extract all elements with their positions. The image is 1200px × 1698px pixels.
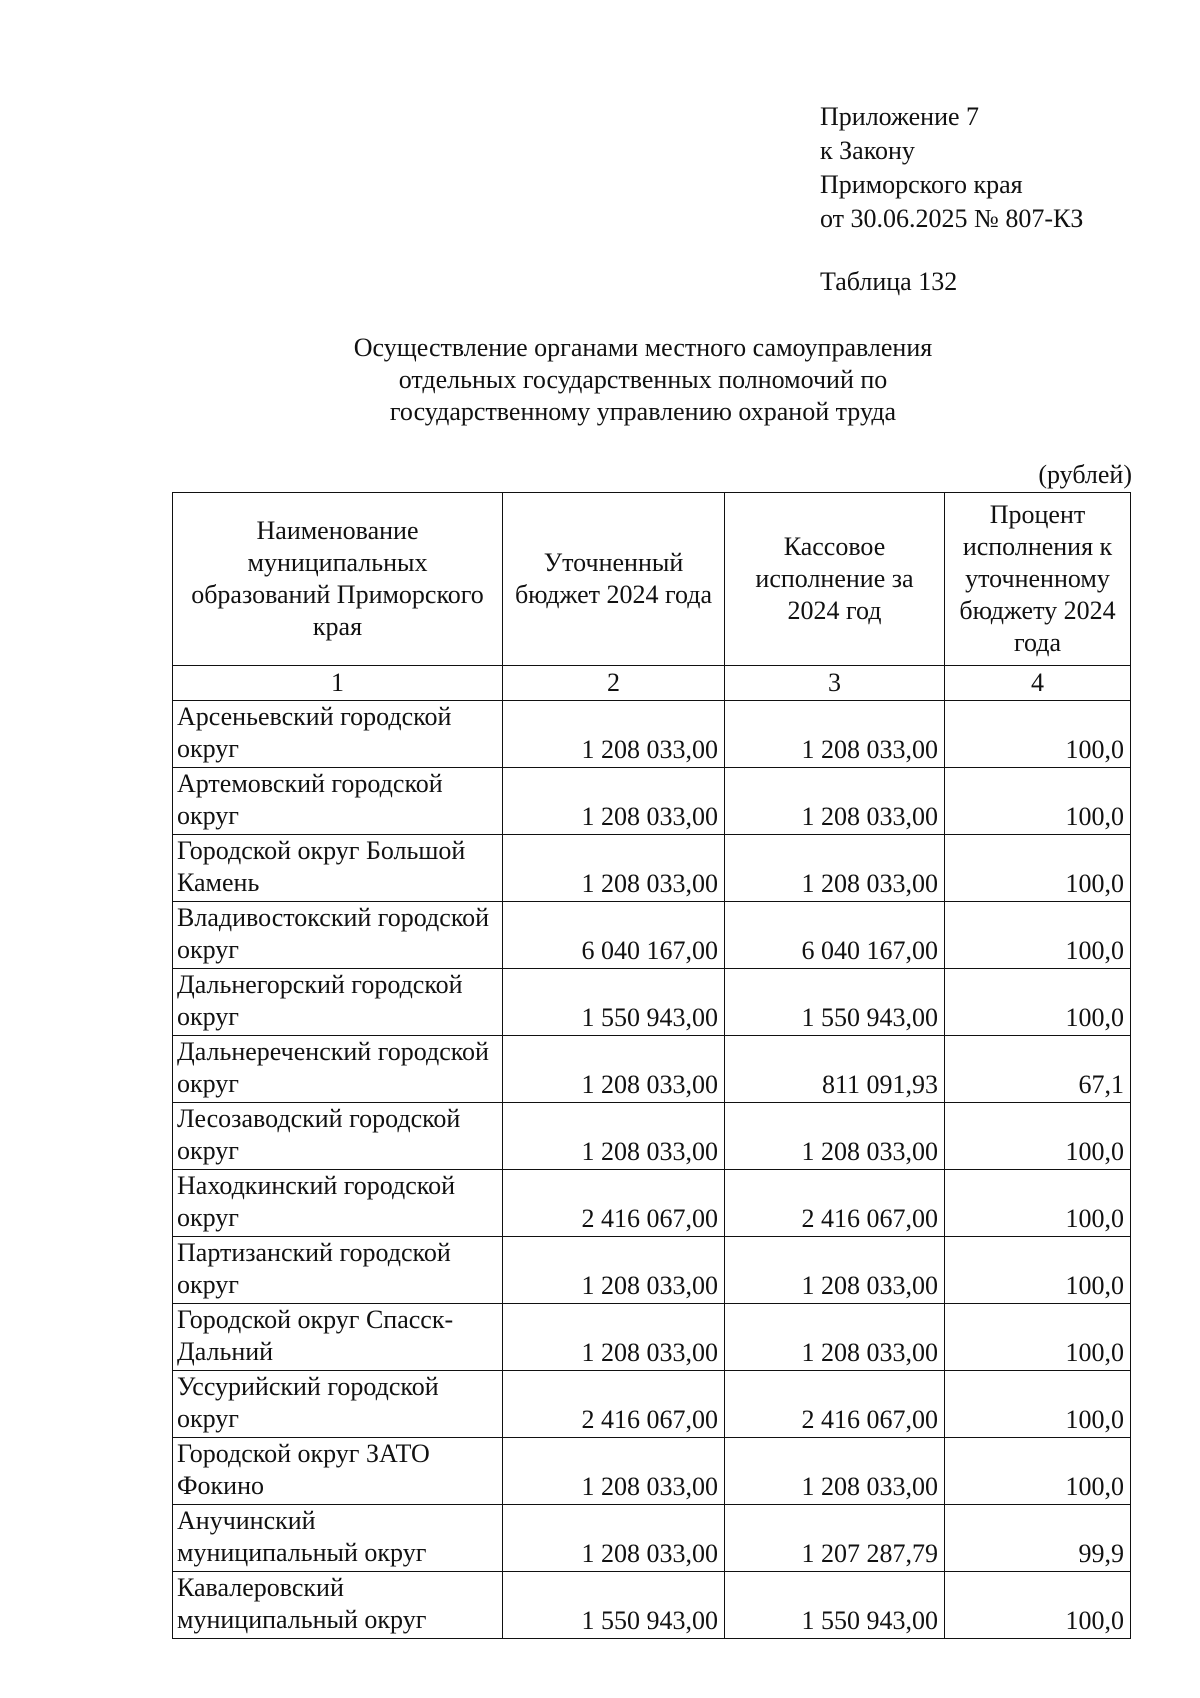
table-row: [173, 969, 1131, 1036]
cash-execution-value: 1 208 033,00: [801, 1472, 938, 1501]
municipality-name: Дальнегорский городской округ: [177, 970, 463, 1031]
planned-budget-value: 1 208 033,00: [581, 869, 718, 898]
table-cell: [945, 1036, 1131, 1103]
table-cell: [725, 1371, 945, 1438]
table-number: Таблица 132: [820, 267, 958, 296]
table-cell: [945, 1170, 1131, 1237]
table-row: [173, 902, 1131, 969]
table-cell: [725, 1304, 945, 1371]
table-cell: [503, 1103, 725, 1170]
table-cell: [725, 1036, 945, 1103]
table-cell: [945, 1304, 1131, 1371]
execution-percent-value: 100,0: [1065, 735, 1124, 764]
municipality-name: Артемовский городской округ: [177, 769, 443, 830]
table-cell: [173, 1505, 503, 1572]
cash-execution-value: 2 416 067,00: [801, 1405, 938, 1434]
table-cell: [503, 1572, 725, 1639]
table-row: [173, 835, 1131, 902]
execution-percent-value: 100,0: [1065, 1204, 1124, 1233]
planned-budget-value: 1 208 033,00: [581, 1472, 718, 1501]
table-row: [173, 1170, 1131, 1237]
table-cell: [503, 1036, 725, 1103]
table-cell: [503, 1371, 725, 1438]
execution-percent-value: 100,0: [1065, 1606, 1124, 1635]
header-municipality: Наименование муниципальных образований Приморского края: [191, 516, 484, 641]
table-cell: [173, 768, 503, 835]
table-row: [173, 1438, 1131, 1505]
execution-percent-value: 100,0: [1065, 869, 1124, 898]
table-cell: [945, 1371, 1131, 1438]
municipality-name: Уссурийский городской округ: [177, 1372, 439, 1433]
municipality-name: Дальнереченский городской округ: [177, 1037, 489, 1098]
table-cell: [725, 1438, 945, 1505]
table-cell: [503, 969, 725, 1036]
table-cell: [173, 1438, 503, 1505]
table-cell: [173, 1572, 503, 1639]
table-cell: [173, 1036, 503, 1103]
table-cell: [503, 701, 725, 768]
planned-budget-value: 1 208 033,00: [581, 802, 718, 831]
execution-percent-value: 67,1: [1078, 1070, 1124, 1099]
municipality-name: Арсеньевский городской округ: [177, 702, 452, 763]
header-cell: [173, 493, 503, 666]
cash-execution-value: 1 208 033,00: [801, 869, 938, 898]
table-cell: [945, 1237, 1131, 1304]
execution-percent-value: 100,0: [1065, 1003, 1124, 1032]
table-row: [173, 1505, 1131, 1572]
municipality-name: Городской округ Большой Камень: [177, 836, 466, 897]
municipality-name: Лесозаводский городской округ: [177, 1104, 461, 1165]
table-row: [173, 1371, 1131, 1438]
table-cell: [503, 1304, 725, 1371]
table-cell: [173, 902, 503, 969]
table-cell: [725, 969, 945, 1036]
table-cell: [725, 835, 945, 902]
table-cell: [945, 701, 1131, 768]
table-row: [173, 1237, 1131, 1304]
table-cell: [173, 1170, 503, 1237]
planned-budget-value: 6 040 167,00: [581, 936, 718, 965]
table-cell: [945, 969, 1131, 1036]
header-cell: [945, 493, 1131, 666]
table-cell: [945, 902, 1131, 969]
planned-budget-value: 1 550 943,00: [581, 1606, 718, 1635]
execution-percent-value: 100,0: [1065, 936, 1124, 965]
table-cell: [173, 701, 503, 768]
cash-execution-value: 1 208 033,00: [801, 1271, 938, 1300]
municipality-name: Кавалеровский муниципальный округ: [177, 1573, 427, 1634]
planned-budget-value: 1 550 943,00: [581, 1003, 718, 1032]
header-planned-budget: Уточненный бюджет 2024 года: [514, 548, 713, 609]
table-cell: [503, 1237, 725, 1304]
header-cell: [725, 493, 945, 666]
header-cell: [503, 493, 725, 666]
table-row: [173, 768, 1131, 835]
table-header-row: [173, 493, 1131, 666]
cash-execution-value: 1 208 033,00: [801, 735, 938, 764]
cash-execution-value: 6 040 167,00: [801, 936, 938, 965]
table-cell: [503, 1438, 725, 1505]
table-cell: [503, 768, 725, 835]
planned-budget-value: 2 416 067,00: [581, 1204, 718, 1233]
table-cell: [945, 768, 1131, 835]
table-cell: [725, 1237, 945, 1304]
appendix-line: к Закону: [820, 136, 915, 165]
appendix-line: Приложение 7: [820, 102, 980, 131]
table-cell: [173, 1103, 503, 1170]
table-cell: [503, 835, 725, 902]
execution-percent-value: 99,9: [1078, 1539, 1124, 1568]
document-title: [240, 332, 1046, 428]
table-cell: [725, 1103, 945, 1170]
table-cell: [725, 1505, 945, 1572]
table-cell: [503, 1505, 725, 1572]
table-cell: [945, 1103, 1131, 1170]
budget-table: [172, 492, 1131, 1639]
table-row: [173, 701, 1131, 768]
municipality-name: Партизанский городской округ: [177, 1238, 451, 1299]
header-execution-percent: Процент исполнения к уточненному бюджету 2024 года: [959, 500, 1116, 657]
planned-budget-value: 1 208 033,00: [581, 735, 718, 764]
table-cell: [725, 768, 945, 835]
table-cell: [725, 902, 945, 969]
execution-percent-value: 100,0: [1065, 1472, 1124, 1501]
cash-execution-value: 1 550 943,00: [801, 1003, 938, 1032]
execution-percent-value: 100,0: [1065, 802, 1124, 831]
table-cell: [945, 1505, 1131, 1572]
column-number-row: [173, 666, 1131, 701]
table-cell: [173, 1304, 503, 1371]
table-row: [173, 1304, 1131, 1371]
cash-execution-value: 1 208 033,00: [801, 1338, 938, 1367]
table-row: [173, 1036, 1131, 1103]
appendix-line: Приморского края: [820, 170, 1023, 199]
planned-budget-value: 1 208 033,00: [581, 1539, 718, 1568]
header-cash-execution: Кассовое исполнение за 2024 год: [755, 532, 914, 625]
cash-execution-value: 1 208 033,00: [801, 802, 938, 831]
table-cell: [173, 1371, 503, 1438]
column-number: 4: [945, 666, 1131, 701]
cash-execution-value: 2 416 067,00: [801, 1204, 938, 1233]
table-cell: [173, 969, 503, 1036]
table-cell: [725, 1572, 945, 1639]
column-number: 1: [173, 666, 503, 701]
table-cell: [725, 701, 945, 768]
planned-budget-value: 1 208 033,00: [581, 1137, 718, 1166]
municipality-name: Находкинский городской округ: [177, 1171, 456, 1232]
planned-budget-value: 1 208 033,00: [581, 1271, 718, 1300]
cash-execution-value: 811 091,93: [821, 1070, 938, 1099]
cash-execution-value: 1 550 943,00: [801, 1606, 938, 1635]
column-number: 2: [503, 666, 725, 701]
table-cell: [725, 1170, 945, 1237]
municipality-name: Владивостокский городской округ: [177, 903, 490, 964]
execution-percent-value: 100,0: [1065, 1405, 1124, 1434]
title-line: Осуществление органами местного самоуправления: [353, 333, 933, 362]
title-line: отдельных государственных полномочий по: [398, 365, 888, 394]
table-row: [173, 1572, 1131, 1639]
title-line: государственному управлению охраной труда: [389, 397, 897, 426]
planned-budget-value: 1 208 033,00: [581, 1070, 718, 1099]
table-cell: [945, 1572, 1131, 1639]
table-cell: [503, 1170, 725, 1237]
execution-percent-value: 100,0: [1065, 1338, 1124, 1367]
table-cell: [173, 835, 503, 902]
units-label: (рублей): [1038, 460, 1132, 489]
appendix-line: от 30.06.2025 № 807-КЗ: [820, 204, 1084, 233]
municipality-name: Анучинский муниципальный округ: [177, 1506, 427, 1567]
municipality-name: Городской округ Спасск-Дальний: [177, 1305, 454, 1366]
table-cell: [945, 835, 1131, 902]
execution-percent-value: 100,0: [1065, 1137, 1124, 1166]
municipality-name: Городской округ ЗАТО Фокино: [177, 1439, 430, 1500]
cash-execution-value: 1 208 033,00: [801, 1137, 938, 1166]
table-cell: [503, 902, 725, 969]
table-cell: [945, 1438, 1131, 1505]
planned-budget-value: 2 416 067,00: [581, 1405, 718, 1434]
column-number: 3: [725, 666, 945, 701]
planned-budget-value: 1 208 033,00: [581, 1338, 718, 1367]
execution-percent-value: 100,0: [1065, 1271, 1124, 1300]
table-row: [173, 1103, 1131, 1170]
table-cell: [173, 1237, 503, 1304]
cash-execution-value: 1 207 287,79: [801, 1539, 938, 1568]
appendix-reference: [820, 100, 1083, 236]
